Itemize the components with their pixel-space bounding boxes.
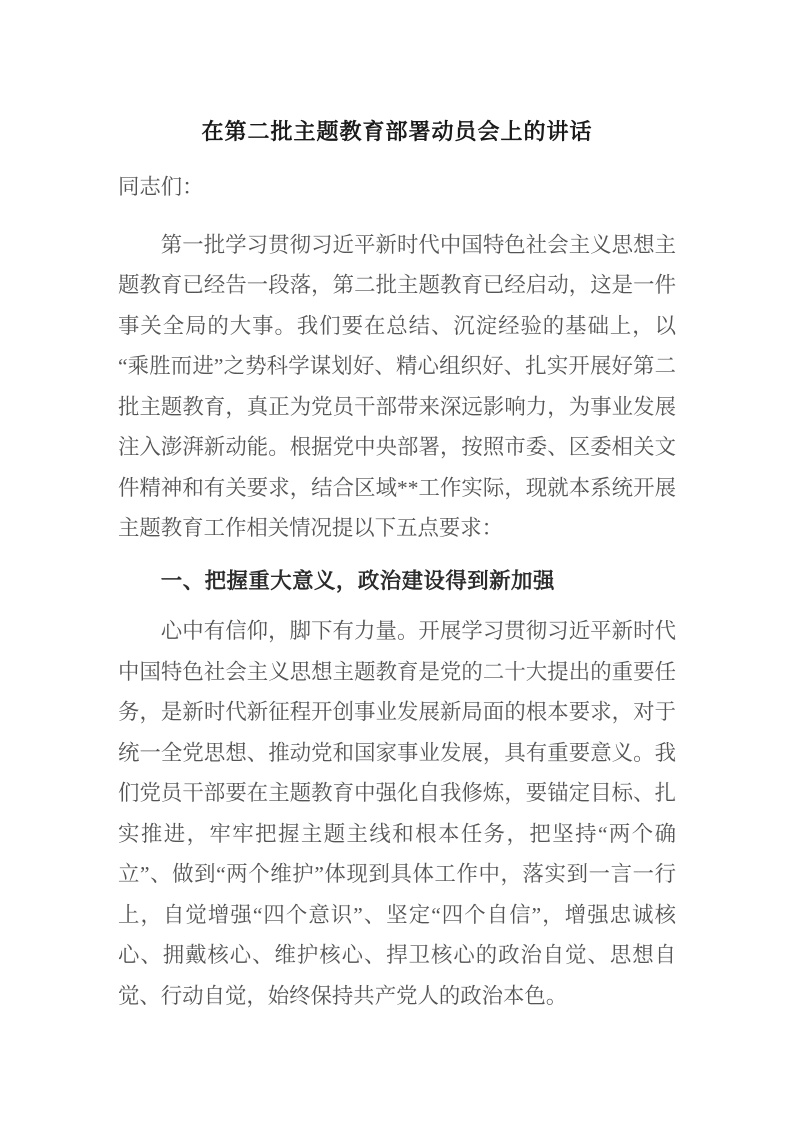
salutation: 同志们： (118, 175, 204, 199)
paragraph-intro: 第一批学习贯彻习近平新时代中国特色社会主义思想主题教育已经告一段落，第二批主题教育已经启动，这是一件事关全局的大事。我们要在总结、沉淀经验的基础上，以“乘胜而进”之势科学谋划好、精心组织好、扎实开展好第二批主题教育，真正为党员干部带来深远影响力，为事业发展注入澎湃新动能。根据党中央部署，按照市委、区委相关文件精神和有关要求，结合区域**工作实际，现就本系统开展主题教育工作相关情况提以下五点要求： (118, 232, 676, 540)
document-title: 在第二批主题教育部署动员会上的讲话 (201, 119, 593, 144)
section-heading-1: 一、把握重大意义，政治建设得到新加强 (160, 568, 555, 593)
paragraph-section-1: 心中有信仰，脚下有力量。开展学习贯彻习近平新时代中国特色社会主义思想主题教育是党的二十大提出的重要任务，是新时代新征程开创事业发展新局面的根本要求，对于统一全党思想、推动党和国家事业发展，具有重要意义。我们党员干部要在主题教育中强化自我修炼，要锚定目标、扎实推进，牢牢把握主题主线和根本任务，把坚持“两个确立”、做到“两个维护”体现到具体工作中，落实到一言一行上，自觉增强“四个意识”、坚定“四个自信”，增强忠诚核心、拥戴核心、维护核心、捍卫核心的政治自觉、思想自觉、行动自觉，始终保持共产党人的政治本色。 (118, 619, 676, 1008)
